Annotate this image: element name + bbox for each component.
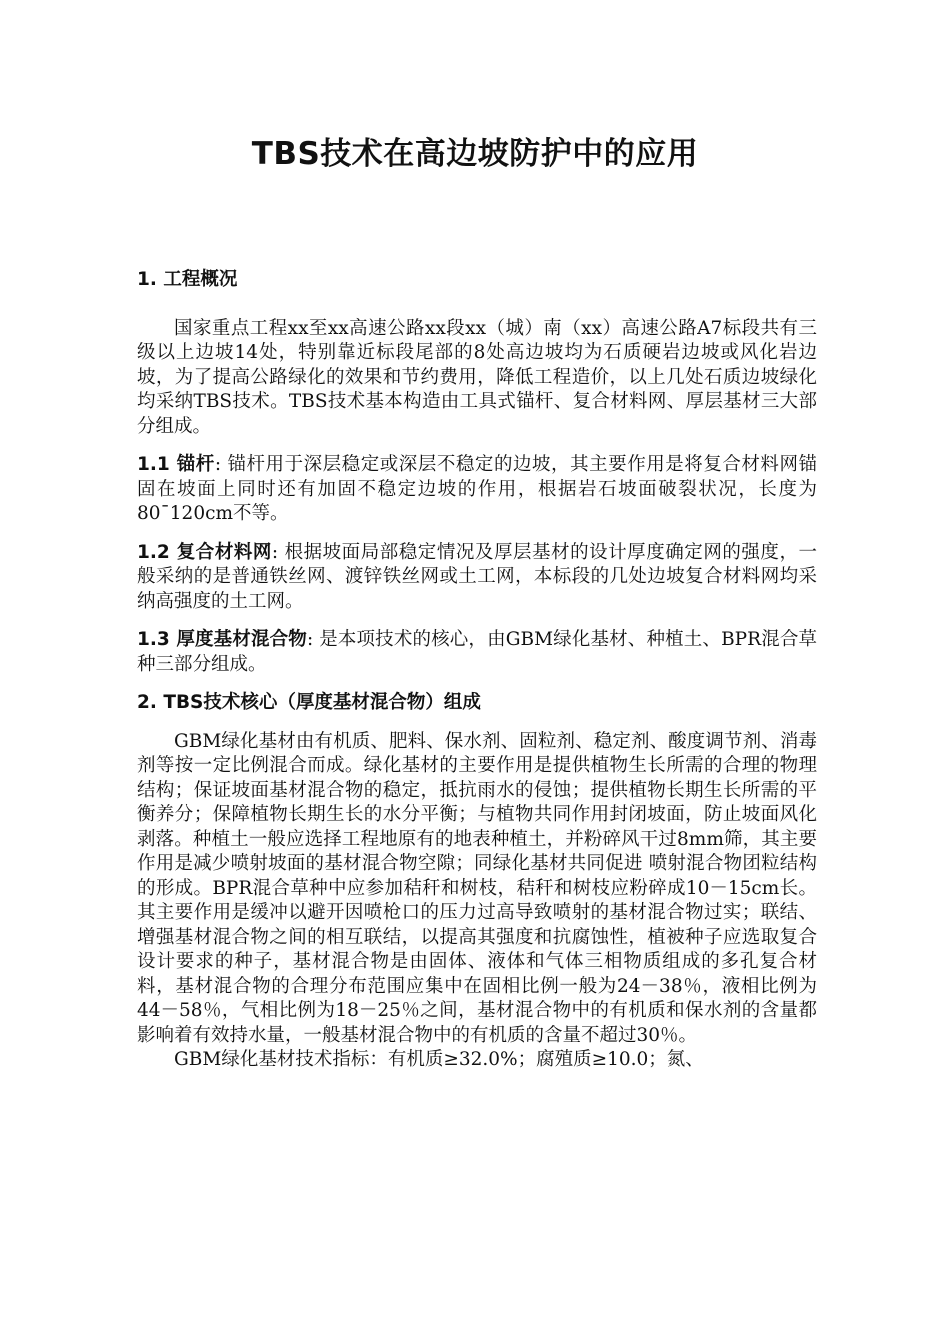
item-anchor-rod-lead: 1.1 锚杆 bbox=[137, 454, 215, 475]
section-1-heading: 1. 工程概况 bbox=[137, 269, 238, 290]
item-composite-net-text: : 根据坡面局部稳定情况及厚层基材的设计厚度确定网的强度，一般采纳的是普通铁丝网、渡锌铁丝网或土工网，本标段的几处边坡复合材料网均采纳高强度的土工网。 bbox=[137, 541, 817, 612]
section-1-intro: 国家重点工程xx至xx高速公路xx段xx（城）南（xx）高速公路A7标段共有三级以上边坡14处，特别靠近标段尾部的8处高边坡均为石质硬岩边坡或风化岩边坡，为了提高公路绿化的效果和节约费用，降低工程造价，以上几处石质边坡绿化均采纳TBS技术。TBS技术基本构造由工具式锚杆、复合材料网、厚层基材三大部分组成。 bbox=[137, 317, 817, 437]
item-base-mixture bbox=[137, 628, 817, 677]
document-body bbox=[137, 268, 817, 1073]
section-2-paragraph-1: GBM绿化基材由有机质、肥料、保水剂、固粒剂、稳定剂、酸度调节剂、消毒剂等按一定比例混合而成。绿化基材的主要作用是提供植物生长所需的合理的物理结构；保证坡面基材混合物的稳定，抵抗雨水的侵蚀；提供植物长期生长所需的平衡养分；保障植物长期生长的水分平衡；与植物共同作用封闭坡面，防止坡面风化剥落。种植土一般应选择工程地原有的地表种植土，并粉碎风干过8mm筛，其主要作用是减少喷射坡面的基材混合物空隙；同绿化基材共同促进 喷射混合物团粒结构的形成。BPR混合草种中应参加秸秆和树枝，秸秆和树枝应粉碎成10－15cm长。其主要作用是缓冲以避开因喷枪口的压力过高导致喷射的基材混合物过实；联结、增强基材混合物之间的相互联结，以提高其强度和抗腐蚀性，植被种子应选取复合设计要求的种子，基材混合物是由固体、液体和气体三相物质组成的多孔复合材料，基材混合物的合理分布范围应集中在固相比例一般为24－38％，液相比例为44－58％，气相比例为18－25％之间，基材混合物中的有机质和保水剂的含量都影响着有效持水量，一般基材混合物中的有机质的含量不超过30％。 bbox=[137, 730, 817, 1046]
section-2-paragraph-2: GBM绿化基材技术指标：有机质≥32.0%；腐殖质≥10.0；氮、 bbox=[174, 1049, 704, 1070]
item-base-mixture-lead: 1.3 厚度基材混合物 bbox=[137, 629, 307, 650]
item-anchor-rod bbox=[137, 453, 817, 527]
section-2-heading: 2. TBS技术核心（厚度基材混合物）组成 bbox=[137, 692, 481, 713]
item-composite-net bbox=[137, 541, 817, 615]
item-anchor-rod-text: : 锚杆用于深层稳定或深层不稳定的边坡，其主要作用是将复合材料网锚固在坡面上同时还有加固不稳定边坡的作用，根据岩石坡面破裂状况，长度为80¯120cm不等。 bbox=[137, 454, 817, 524]
item-composite-net-lead: 1.2 复合材料网 bbox=[137, 541, 272, 563]
item-base-mixture-text: : 是本项技术的核心，由GBM绿化基材、种植土、BPR混合草种三部分组成。 bbox=[137, 629, 817, 675]
document-title: TBS技术在高边坡防护中的应用 bbox=[251, 136, 699, 172]
